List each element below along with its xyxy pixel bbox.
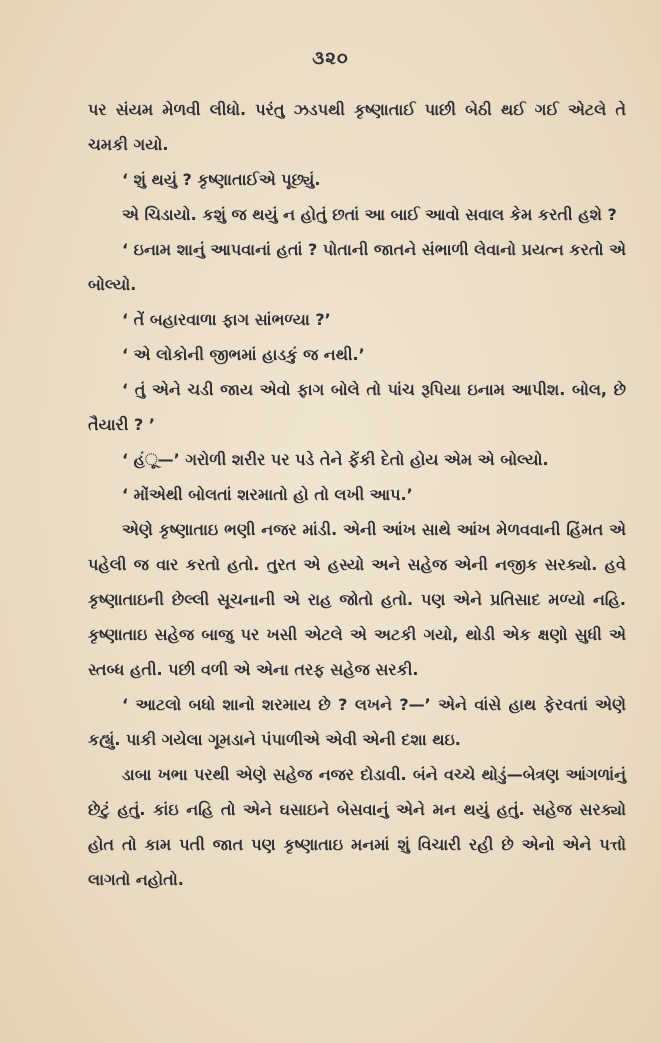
paragraph: એ ચિડાયો. કશું જ થયું ન હોતું છતાં આ બાઈ આવો સવાલ કેમ કરતી હશે ?	[122, 205, 617, 224]
paragraph: ‘ તું એને ચડી જાય એવો ફાગ બોલે તો પાંચ રૂપિયા ઇનામ આપીશ. બોલ, છે તૈયારી ? ’	[88, 380, 626, 434]
paragraph: ‘ આટલો બધો શાનો શરમાય છે ? લખને ?—’ એને વાંસે હાથ ફેરવતાં એણે કહ્યું. પાકી ગયેલા ગૂમડાને પંપાળીએ એવી એની દશા થઇ.	[88, 695, 626, 749]
paragraph: એણે કૃષ્ણાતાઇ ભણી નજર માંડી. એની આંખ સાથે આંખ મેળવવાની હિંમત એ પહેલી જ વાર કરતો હતો. તુરત એ હસ્યો અને સહેજ એની નજીક સરક્યો. હવે કૃષ્ણાતાઇની છેલ્લી સૂચનાની એ રાહ જોતો હતો. પણ એને પ્રતિસાદ મળ્યો નહિ. કૃષ્ણાતાઇ સહેજ બાજુ પર ખસી એટલે એ અટકી ગયો, થોડી એક ક્ષણો સુધી એ સ્તબ્ધ હતી. પછી વળી એ એના તરફ સહેજ સરકી.	[88, 520, 626, 679]
paragraph: ‘ એ લોકોની જીભમાં હાડકું જ નથી.’	[122, 345, 365, 364]
paragraph: ‘ મોંએથી બોલતાં શરમાતો હો તો લખી આપ.’	[122, 485, 413, 504]
body-text	[88, 92, 626, 897]
paragraph: ‘ શું થયું ? કૃષ્ણાતાઈએ પૂછ્યું.	[122, 170, 321, 189]
paragraph: ડાબા ખભા પરથી એણે સહેજ નજર દોડાવી. બંને વચ્ચે થોડું—બેત્રણ આંગળાંનું છેટું હતું. કાંઇ નહિ તો એને ઘસાઇને બેસવાનું એને મન થયું હતું. સહેજ સરક્યો હોત તો કામ પતી જાત પણ કૃષ્ણાતાઇ મનમાં શું વિચારી રહી છે એનો એને પત્તો લાગતો નહોતો.	[88, 765, 626, 889]
paragraph: ‘ ઇનામ શાનું આપવાનાં હતાં ? પોતાની જાતને સંભાળી લેવાનો પ્રયત્ન કરતો એ બોલ્યો.	[88, 240, 626, 294]
paragraph: પર સંયમ મેળવી લીધો. પરંતુ ઝડપથી કૃષ્ણાતાઈ પાછી બેઠી થઈ ગઈ એટલે તે ચમકી ગયો.	[88, 100, 626, 154]
paragraph: ‘ હંૂ—’ ગરોળી શરીર પર પડે તેને ફેંકી દેતો હોય એમ એ બોલ્યો.	[122, 450, 549, 469]
paragraph: ‘ તેં બહારવાળા ફાગ સાંભળ્યા ?’	[122, 310, 331, 329]
page-number: ૩૨૦	[312, 48, 349, 69]
